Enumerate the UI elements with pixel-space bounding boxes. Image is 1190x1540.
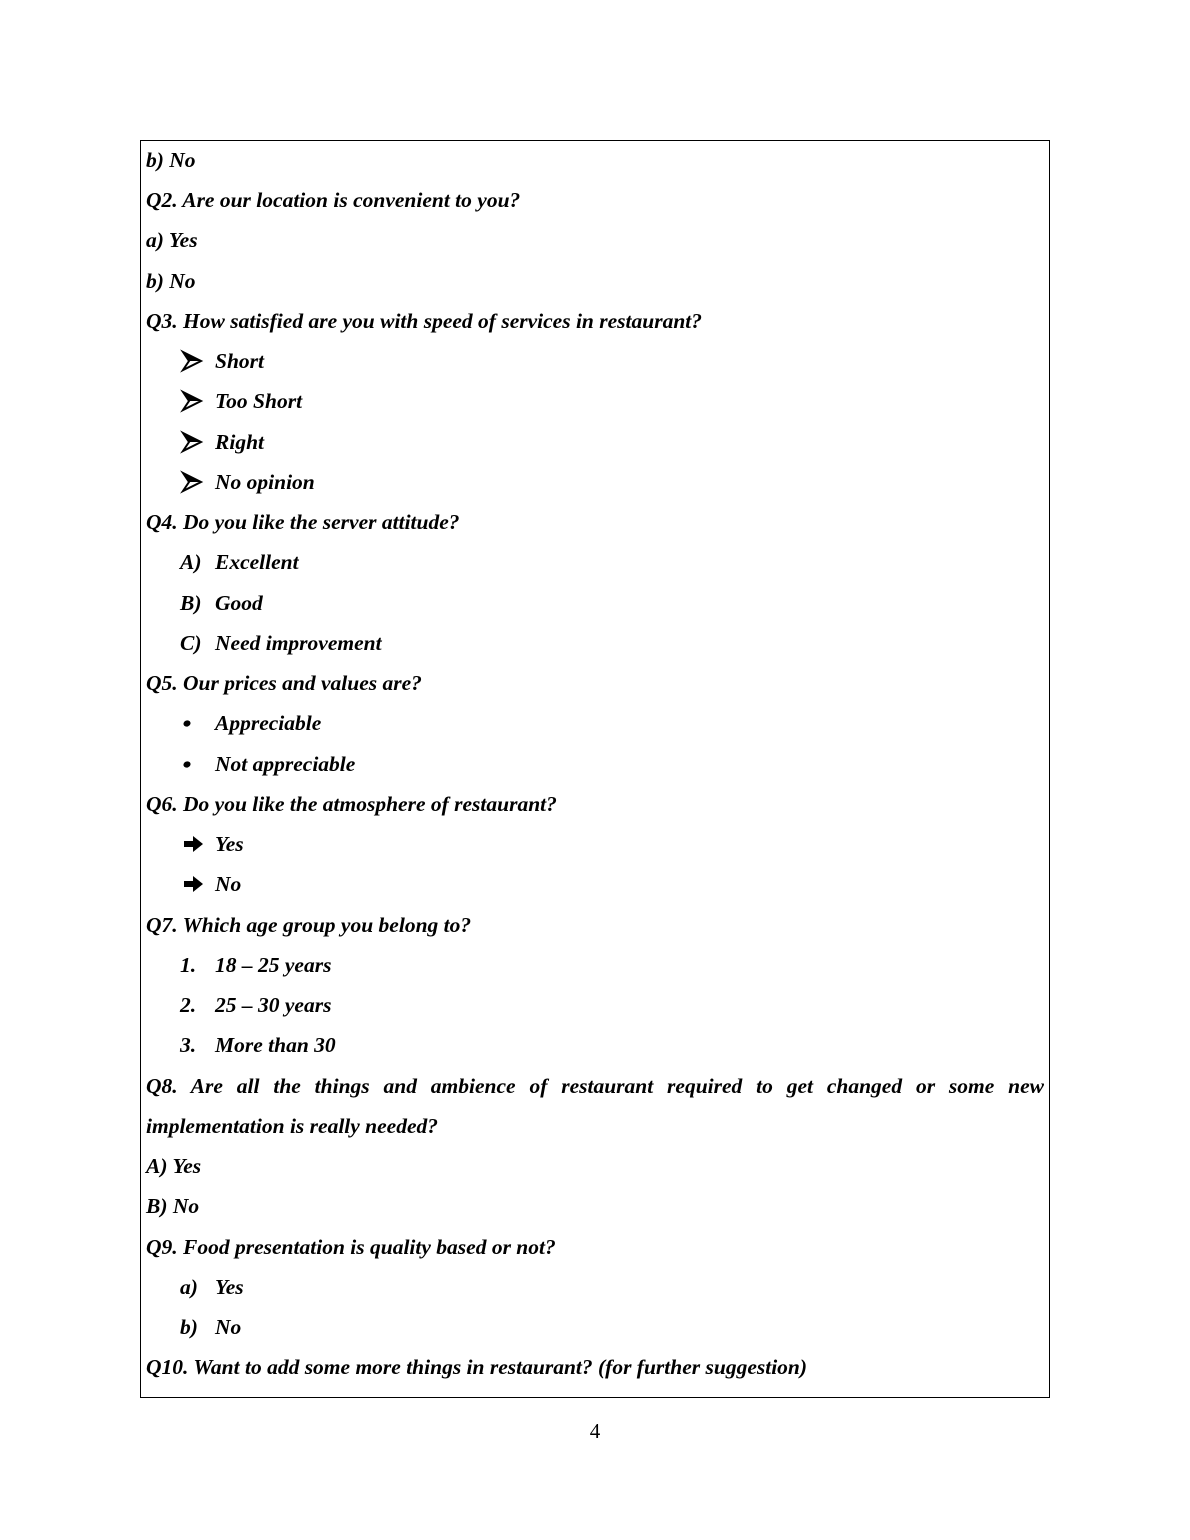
q9-option-2-marker: b) <box>180 1315 198 1339</box>
q3-option-4-label: No opinion <box>215 470 315 494</box>
open-arrowhead-icon <box>180 469 214 495</box>
dot-bullet-icon <box>180 751 214 777</box>
question-q5: Q5. Our prices and values are? <box>146 671 422 695</box>
q3-option-2-label: Too Short <box>215 389 303 413</box>
q7-option-2-label: 25 – 30 years <box>215 993 332 1017</box>
q2-option-b: b) No <box>146 269 196 293</box>
q9-option-1-label: Yes <box>215 1275 244 1299</box>
q7-option-1-label: 18 – 25 years <box>215 953 332 977</box>
q8-option-b: B) No <box>146 1194 200 1218</box>
line-b-no-top: b) No <box>146 148 196 172</box>
q3-option-3-label: Right <box>215 430 264 454</box>
page-number: 4 <box>589 1419 601 1443</box>
question-q7: Q7. Which age group you belong to? <box>146 913 472 937</box>
q5-option-2-label: Not appreciable <box>215 752 356 776</box>
open-arrowhead-icon <box>180 388 214 414</box>
q5-option-1-label: Appreciable <box>215 711 322 735</box>
q4-option-2-marker: B) <box>180 591 202 615</box>
question-q2: Q2. Are our location is convenient to you? <box>146 188 521 212</box>
q2-option-a: a) Yes <box>146 228 198 252</box>
question-q3: Q3. How satisfied are you with speed of services in restaurant? <box>146 309 703 333</box>
question-q4: Q4. Do you like the server attitude? <box>146 510 460 534</box>
q4-option-1-marker: A) <box>180 550 202 574</box>
open-arrowhead-icon <box>180 348 214 374</box>
q7-option-3-label: More than 30 <box>215 1033 336 1057</box>
q6-option-2-label: No <box>215 872 242 896</box>
q7-option-1-marker: 1. <box>180 953 197 977</box>
question-q9: Q9. Food presentation is quality based or not? <box>146 1235 556 1259</box>
q4-option-3-marker: C) <box>180 631 202 655</box>
bold-right-arrow-icon <box>180 831 214 857</box>
open-arrowhead-icon <box>180 429 214 455</box>
q7-option-2-marker: 2. <box>180 993 197 1017</box>
q4-option-3-label: Need improvement <box>215 631 382 655</box>
q3-option-1-label: Short <box>215 349 265 373</box>
question-q10: Q10. Want to add some more things in restaurant? (for further suggestion) <box>146 1355 808 1379</box>
question-q8-line-1: Q8. Are all the things and ambience of restaurant required to get changed or some new <box>146 1074 1044 1098</box>
q6-option-1-label: Yes <box>215 832 244 856</box>
q9-option-1-marker: a) <box>180 1275 198 1299</box>
q8-option-a: A) Yes <box>146 1154 202 1178</box>
q4-option-2-label: Good <box>215 591 263 615</box>
q7-option-3-marker: 3. <box>180 1033 197 1057</box>
question-q8-line-2: implementation is really needed? <box>146 1114 439 1138</box>
bold-right-arrow-icon <box>180 871 214 897</box>
dot-bullet-icon <box>180 710 214 736</box>
q9-option-2-label: No <box>215 1315 242 1339</box>
q4-option-1-label: Excellent <box>215 550 299 574</box>
question-q6: Q6. Do you like the atmosphere of restaurant? <box>146 792 557 816</box>
